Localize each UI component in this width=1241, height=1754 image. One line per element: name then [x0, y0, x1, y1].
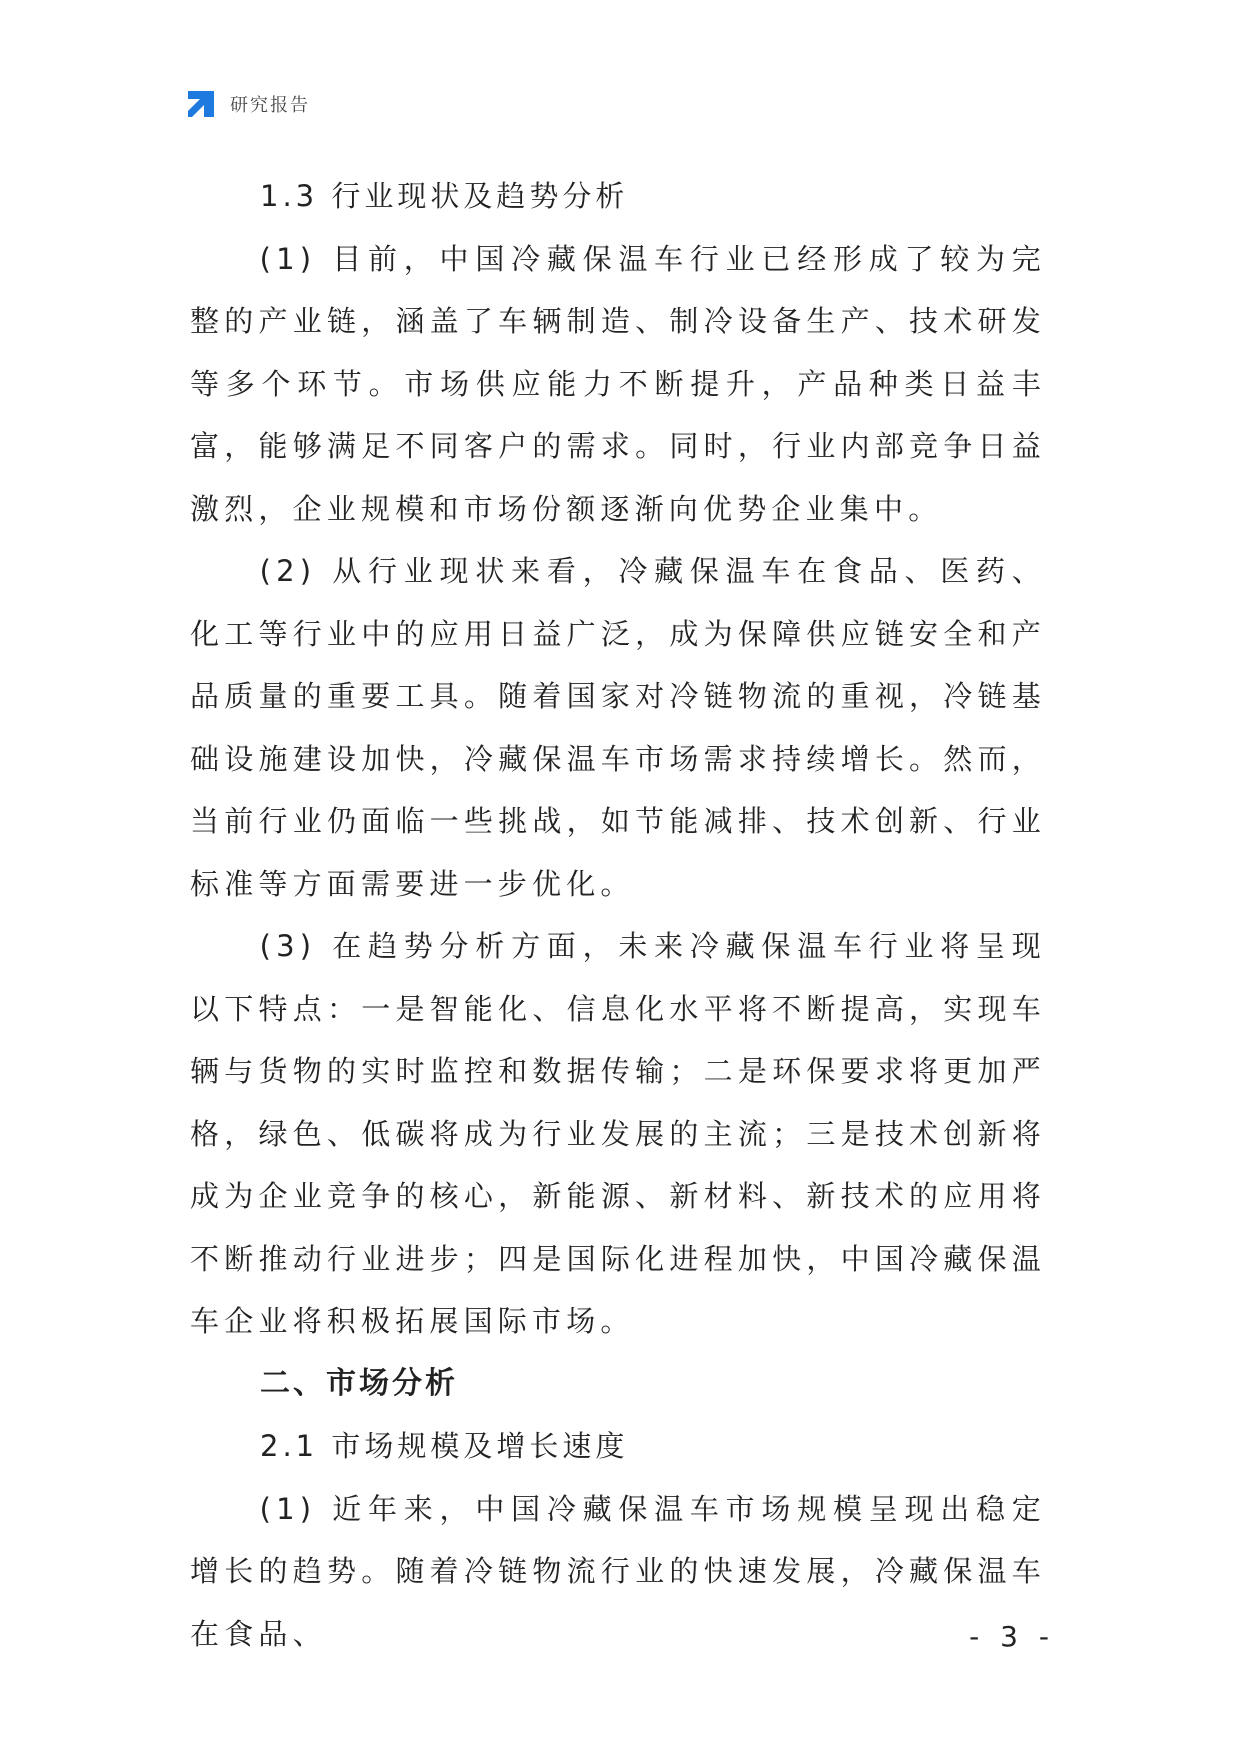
header-title: 研究报告 [230, 95, 310, 116]
section-heading-1-3: 1.3 行业现状及趋势分析 [260, 179, 629, 213]
page-header [186, 88, 310, 120]
page-number: - 3 - [969, 1620, 1055, 1653]
document-body [190, 165, 1046, 1665]
arrow-logo-icon [186, 89, 216, 119]
paragraph-4: (1) 近年来，中国冷藏保温车市场规模呈现出稳定增长的趋势。随着冷链物流行业的快速发展，冷藏保温车在食品、 [190, 1491, 1046, 1651]
chapter-heading-2: 二、市场分析 [260, 1365, 458, 1401]
paragraph-1: (1) 目前，中国冷藏保温车行业已经形成了较为完整的产业链，涵盖了车辆制造、制冷设备生产、技术研发等多个环节。市场供应能力不断提升，产品种类日益丰富，能够满足不同客户的需求。同时，行业内部竞争日益激烈，企业规模和市场份额逐渐向优势企业集中。 [190, 241, 1046, 526]
paragraph-3: (3) 在趋势分析方面，未来冷藏保温车行业将呈现以下特点：一是智能化、信息化水平将不断提高，实现车辆与货物的实时监控和数据传输；二是环保要求将更加严格，绿色、低碳将成为行业发展的主流；三是技术创新将成为企业竞争的核心，新能源、新材料、新技术的应用将不断推动行业进步；四是国际化进程加快，中国冷藏保温车企业将积极拓展国际市场。 [190, 929, 1046, 1338]
paragraph-2: (2) 从行业现状来看，冷藏保温车在食品、医药、化工等行业中的应用日益广泛，成为保障供应链安全和产品质量的重要工具。随着国家对冷链物流的重视，冷链基础设施建设加快，冷藏保温车市场需求持续增长。然而，当前行业仍面临一些挑战，如节能减排、技术创新、行业标准等方面需要进一步优化。 [190, 554, 1046, 901]
section-heading-2-1: 2.1 市场规模及增长速度 [260, 1429, 629, 1463]
